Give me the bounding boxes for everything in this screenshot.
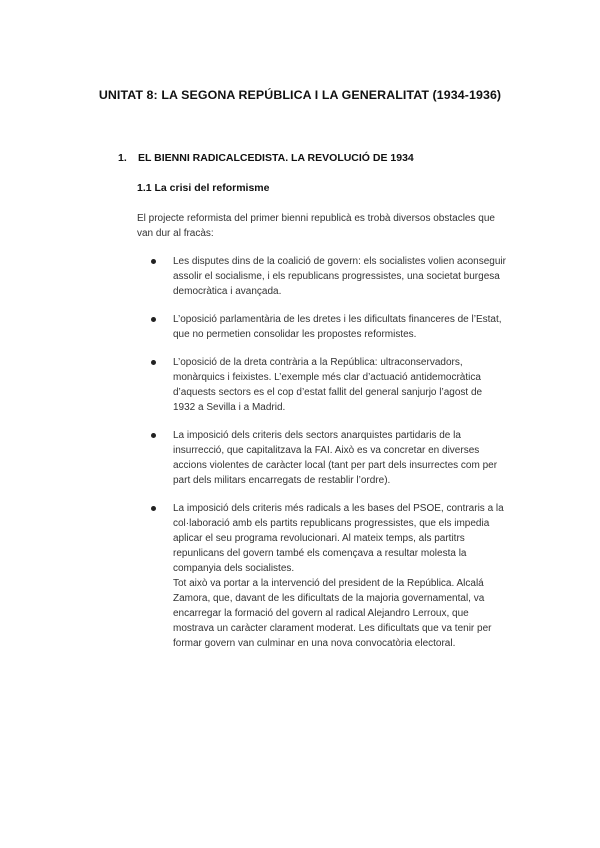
bullet-icon xyxy=(151,433,156,438)
document-title: UNITAT 8: LA SEGONA REPÚBLICA I LA GENERALITAT (1934-1936) xyxy=(98,88,502,102)
list-item-text: La imposició dels criteris dels sectors anarquistes partidaris de la insurrecció, que capitalitzava la FAI. Això es va concretar en diverses accions violentes de caràcter local (tant per part dels insurrectes com per part dels militars encarregats de restablir l’ordre). xyxy=(173,430,498,486)
list-item-text: L’oposició de la dreta contrària a la República: ultraconservadors, monàrquics i feixistes. L’exemple més clar d’actuació antidemocràtica d’aquests sectors es el cop d’estat fallit del general sanjurjo l’agost de 1932 a Sevilla i a Madrid. xyxy=(173,357,483,413)
list-item xyxy=(156,254,506,299)
intro-paragraph: El projecte reformista del primer bienni republicà es trobà diversos obstacles que van dur al fracàs: xyxy=(137,213,495,239)
section-number: 1. xyxy=(118,152,127,164)
list-item-text: La imposició dels criteris més radicals a les bases del PSOE, contraris a la col·laboració amb els partits republicans progressistes, que els impedia aplicar el seu programa revolucionari. Al mateix temps, als partitrs repunlicans del govern també els començava a resultar molesta la companyia dels socialistes. xyxy=(173,503,504,574)
bullet-icon xyxy=(151,317,156,322)
list-item-text: L’oposició parlamentària de les dretes i les dificultats financeres de l’Estat, que no permetien consolidar les propostes reformistes. xyxy=(173,314,502,340)
list-item xyxy=(156,428,506,488)
section-heading xyxy=(118,152,414,164)
subsection-heading: 1.1 La crisi del reformisme xyxy=(137,182,270,194)
section-title: EL BIENNI RADICALCEDISTA. LA REVOLUCIÓ DE 1934 xyxy=(138,152,414,164)
list-item-text: Les disputes dins de la coalició de govern: els socialistes volien aconseguir assolir el socialisme, i els republicans progressistes, una societat burgesa democràtica i avançada. xyxy=(173,256,506,297)
list-item xyxy=(156,312,506,342)
list-item xyxy=(156,355,506,415)
closing-paragraph: Tot això va portar a la intervenció del president de la República. Alcalá Zamora, que, davant de les dificultats de la majoria governamental, va encarregar la formació del govern al radical Alejandro Lerroux, que mostrava un caràcter clarament moderat. Les dificultats que va tenir per formar govern van culminar en una nova convocatòria electoral. xyxy=(173,578,492,649)
bullet-icon xyxy=(151,360,156,365)
list-item xyxy=(156,501,506,576)
bullet-icon xyxy=(151,506,156,511)
bullet-icon xyxy=(151,259,156,264)
